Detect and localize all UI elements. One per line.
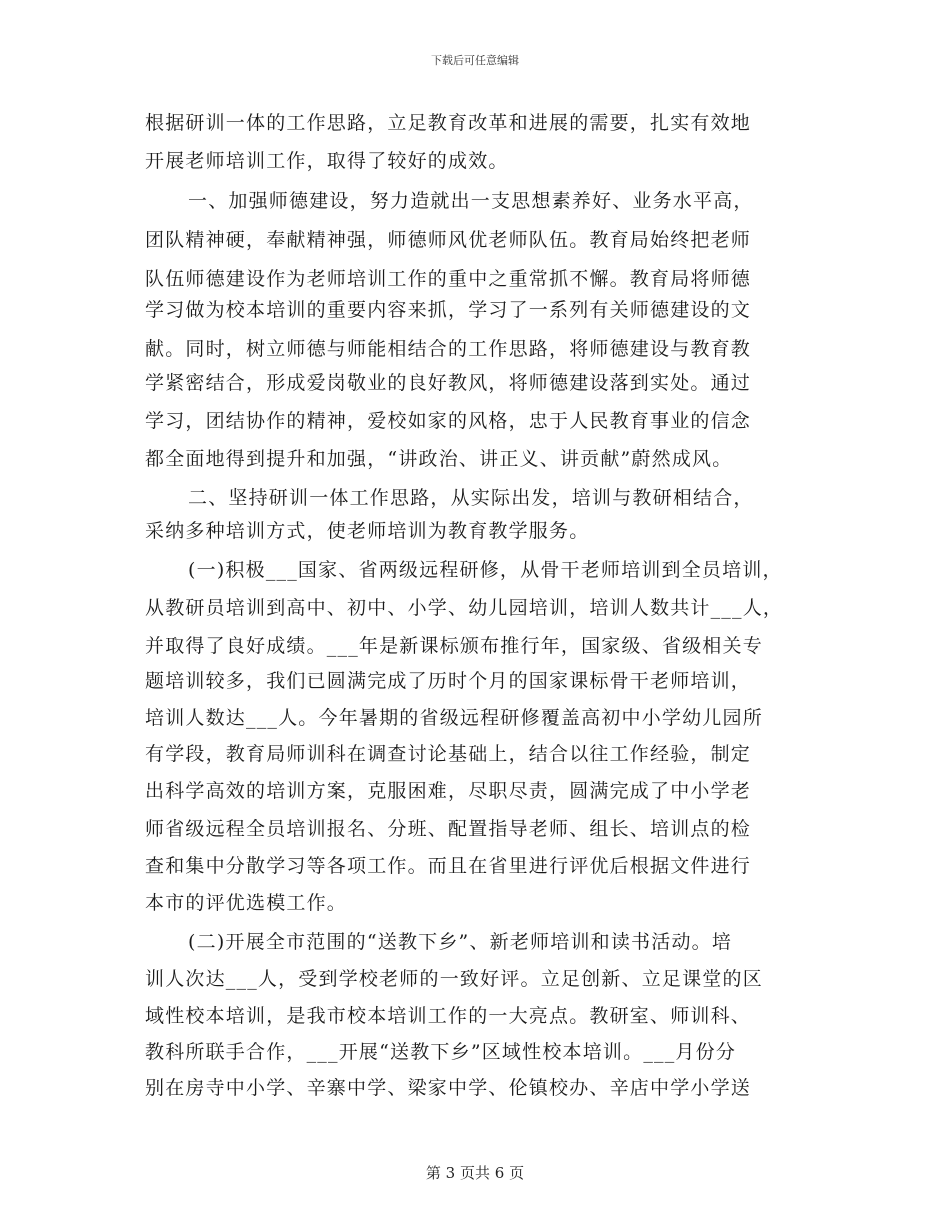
text-line: (二)开展全市范围的“送教下乡”、新老师培训和读书活动。培: [188, 931, 733, 953]
text-line: 二、坚持研训一体工作思路，从实际出发，培训与教研相结合，: [188, 487, 754, 509]
text-line: 教科所联手合作，___开展“送教下乡”区域性校本培训。___月份分: [145, 1041, 737, 1063]
text-line: 采纳多种培训方式，使老师培训为教育教学服务。: [145, 520, 590, 542]
text-line: 学习，团结协作的精神，爱校如家的风格，忠于人民教育事业的信念: [145, 410, 752, 432]
text-line: (一)积极___国家、省两级远程研修，从骨干老师培训到全员培训，: [188, 559, 783, 581]
text-line: 题培训较多，我们已圆满完成了历时个月的国家课标骨干老师培训，: [145, 670, 752, 692]
text-line: 开展老师培训工作，取得了较好的成效。: [145, 150, 509, 172]
text-line: 训人次达___人，受到学校老师的一致好评。立足创新、立足课堂的区: [145, 968, 763, 990]
text-line: 培训人数达___人。今年暑期的省级远程研修覆盖高初中小学幼儿园所: [145, 707, 763, 729]
page-footer: 第 3 页共 6 页: [425, 1164, 525, 1182]
text-line: 献。同时，树立师德与师能相结合的工作思路，将师德建设与教育教: [145, 338, 752, 360]
text-line: 师省级远程全员培训报名、分班、配置指导老师、组长、培训点的检: [145, 818, 752, 840]
text-line: 出科学高效的培训方案，克服困难，尽职尽责，圆满完成了中小学老: [145, 780, 752, 802]
text-line: 本市的评优选模工作。: [145, 892, 348, 914]
text-line: 从教研员培训到高中、初中、小学、幼儿园培训，培训人数共计___人，: [145, 597, 784, 619]
text-line: 学习做为校本培训的重要内容来抓，学习了一系列有关师德建设的文: [145, 299, 752, 321]
page-header: 下载后可任意编辑: [431, 54, 519, 67]
text-line: 根据研训一体的工作思路，立足教育改革和进展的需要，扎实有效地: [145, 112, 752, 134]
text-line: 学紧密结合，形成爱岗敬业的良好教风，将师德建设落到实处。通过: [145, 372, 752, 394]
text-line: 团队精神硬，奉献精神强，师德师风优老师队伍。教育局始终把老师: [145, 229, 752, 251]
text-line: 查和集中分散学习等各项工作。而且在省里进行评优后根据文件进行: [145, 855, 752, 877]
text-line: 队伍师德建设作为老师培训工作的重中之重常抓不懈。教育局将师德: [145, 268, 752, 290]
text-line: 别在房寺中小学、辛寨中学、梁家中学、伦镇校办、辛店中学小学送: [145, 1077, 752, 1099]
text-line: 一、加强师德建设，努力造就出一支思想素养好、业务水平高，: [188, 190, 754, 212]
text-line: 都全面地得到提升和加强，“讲政治、讲正义、讲贡献”蔚然成风。: [145, 448, 733, 470]
text-line: 域性校本培训，是我市校本培训工作的一大亮点。教研室、师训科、: [145, 1005, 752, 1027]
text-line: 并取得了良好成绩。___年是新课标颁布推行年，国家级、省级相关专: [145, 635, 763, 657]
text-line: 有学段，教育局师训科在调查讨论基础上，结合以往工作经验，制定: [145, 743, 752, 765]
